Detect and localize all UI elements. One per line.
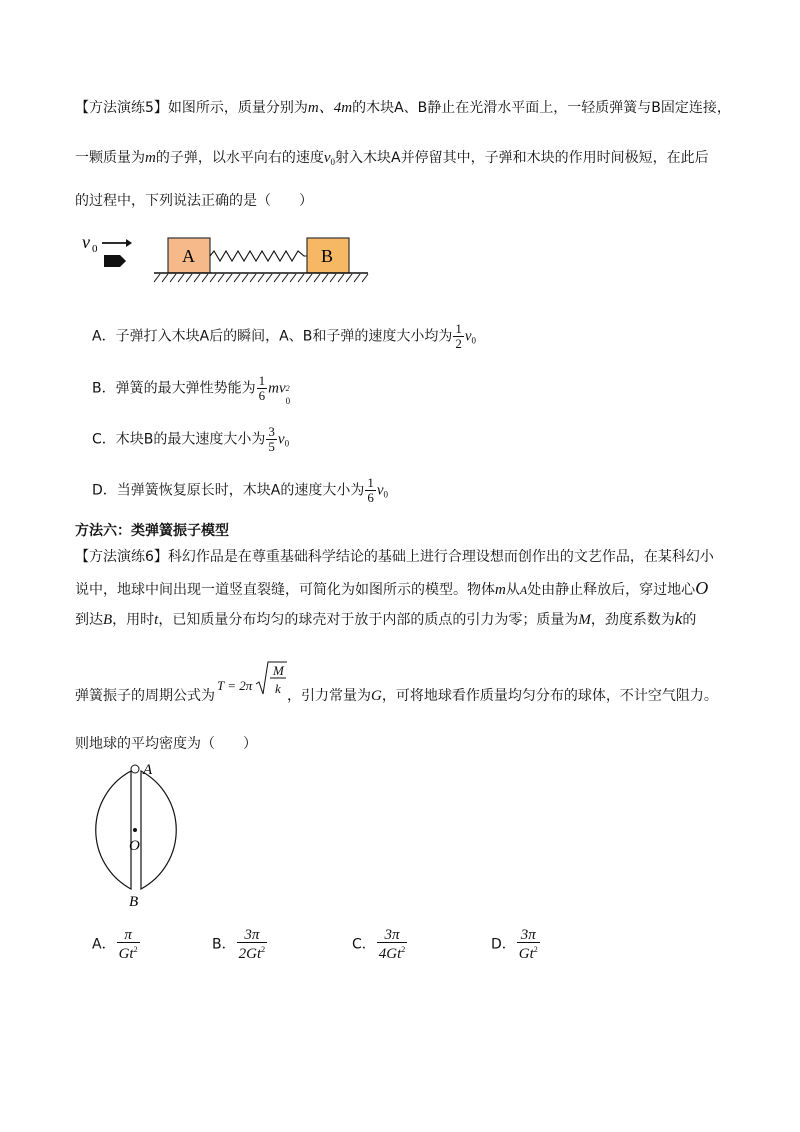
earth-left-half xyxy=(96,771,131,889)
option-text: B．弹簧的最大弹性势能为 xyxy=(92,380,256,397)
fraction-numerator: π xyxy=(117,928,140,943)
q5-line-2 xyxy=(75,148,709,172)
q6-text: 弹簧振子的周期公式为 xyxy=(75,688,215,704)
option-subscript: 0 xyxy=(383,489,389,500)
fraction-denominator: Gt xyxy=(518,946,534,962)
q6-text: ，可将地球看作质量均匀分布的球体，不计空气阻力。 xyxy=(381,688,718,704)
q5-figure xyxy=(78,228,378,294)
fraction-denominator: 2 xyxy=(455,336,462,351)
option-fraction xyxy=(266,425,277,454)
q5-option-c[interactable] xyxy=(92,425,289,454)
q6-option-a[interactable] xyxy=(92,928,141,961)
fraction-denominator: 2Gt xyxy=(238,946,262,962)
q6-gravity-g: G xyxy=(371,688,382,704)
option-subscript: 0 xyxy=(285,395,291,406)
q6-mass-symbol: m xyxy=(495,582,506,598)
q6-mass-m: M xyxy=(578,612,591,628)
fraction-denominator: 6 xyxy=(367,490,374,505)
ground-hatching xyxy=(154,274,368,282)
q6-text: 处由静止释放后，穿过地心 xyxy=(527,582,696,598)
option-text: C．木块B的最大速度大小为 xyxy=(92,431,266,448)
fraction-denominator: 5 xyxy=(268,439,275,454)
fraction-numerator: 3 xyxy=(268,424,275,439)
q6-text: ，引力常量为 xyxy=(287,688,371,704)
figure-label-a: A xyxy=(143,762,153,778)
velocity-arrow-icon xyxy=(102,239,132,247)
block-b-label: B xyxy=(321,246,334,266)
center-point-icon xyxy=(133,828,137,832)
q6-line-2 xyxy=(75,578,708,600)
formula-numerator: M xyxy=(273,663,284,678)
option-variable: v xyxy=(464,328,472,345)
q6-spring-k: k xyxy=(674,609,683,628)
q6-line-4 xyxy=(75,663,718,706)
fraction-numerator: 3π xyxy=(517,928,540,943)
method6-heading: 方法六：类弹簧振子模型 xyxy=(75,523,229,539)
option-label: B． xyxy=(212,936,236,953)
q6-point-b: B xyxy=(103,612,113,628)
fraction-superscript: 2 xyxy=(133,945,138,954)
option-fraction xyxy=(377,928,408,961)
option-fraction xyxy=(517,928,540,961)
block-a-label: A xyxy=(182,246,195,266)
q6-option-d[interactable] xyxy=(491,928,541,961)
q6-time-symbol: t xyxy=(154,612,159,628)
option-fraction xyxy=(257,374,268,403)
q6-option-c[interactable] xyxy=(352,928,408,961)
q5-velocity xyxy=(324,150,335,166)
q5-intro: 【方法演练5】如图所示，质量分别为 xyxy=(75,100,308,116)
option-label: C． xyxy=(352,936,376,953)
fraction-numerator: 3π xyxy=(237,928,268,943)
option-fraction xyxy=(453,322,464,351)
formula-denominator: k xyxy=(275,681,281,696)
option-subscript: 0 xyxy=(471,335,477,346)
bullet-icon xyxy=(104,255,126,267)
option-text: D．当弹簧恢复原长时，木块A的速度大小为 xyxy=(92,482,365,499)
q5-text: 一颗质量为 xyxy=(75,150,145,166)
spring-icon xyxy=(210,251,307,261)
q5-masses: m、4m xyxy=(307,100,353,116)
q6-text: ，用时 xyxy=(112,612,155,628)
fraction-denominator: 6 xyxy=(258,388,266,403)
option-fraction xyxy=(237,928,268,961)
figure-label-o: O xyxy=(129,838,140,854)
option-variable: v xyxy=(376,482,384,499)
q5-text: 的子弹，以水平向右的速度 xyxy=(155,150,324,166)
option-variable: mv xyxy=(268,380,286,397)
q6-line-5: 则地球的平均密度为（ ） xyxy=(75,736,257,752)
fraction-superscript: 2 xyxy=(401,945,406,954)
q6-text: 从 xyxy=(505,582,520,598)
fraction-denominator: Gt xyxy=(118,946,134,962)
option-fraction xyxy=(365,476,376,505)
fraction-numerator: 1 xyxy=(455,321,462,336)
figure-label-b: B xyxy=(129,894,139,910)
fraction-superscript: 2 xyxy=(261,945,266,954)
q6-text: ，已知质量分布均匀的球壳对于放于内部的质点的引力为零；质量为 xyxy=(158,612,579,628)
q6-earth-figure xyxy=(68,760,208,910)
fraction-numerator: 3π xyxy=(377,928,408,943)
fraction-superscript: 2 xyxy=(533,945,538,954)
q5-option-b[interactable] xyxy=(92,373,294,406)
option-subscript: 0 xyxy=(284,438,290,449)
q5-text: 射入木块A并停留其中，子弹和木块的作用时间极短，在此后 xyxy=(335,150,709,166)
fraction-numerator: 1 xyxy=(258,373,266,388)
q6-text: ，劲度系数为 xyxy=(590,612,675,628)
q6-text: 说中，地球中间出现一道竖直裂缝，可简化为如图所示的模型。物体 xyxy=(75,582,495,598)
q6-text: 的 xyxy=(682,612,697,628)
q6-text: 到达 xyxy=(75,612,103,628)
option-text: A．子弹打入木块A后的瞬间，A、B和子弹的速度大小均为 xyxy=(92,328,453,345)
q5-option-d[interactable] xyxy=(92,476,388,505)
option-label: D． xyxy=(491,936,516,953)
figure-velocity-label: v xyxy=(82,232,90,252)
q5-bullet-mass: m xyxy=(145,150,156,166)
q5-option-a[interactable] xyxy=(92,322,476,351)
velocity-subscript: 0 xyxy=(330,157,336,167)
earth-right-half xyxy=(141,771,176,889)
q6-line-3 xyxy=(75,609,696,630)
q5-intro-tail: 的木块A、B静止在光滑水平面上，一轻质弹簧与B固定连接， xyxy=(352,100,731,116)
q6-point-o: O xyxy=(695,578,709,598)
velocity-symbol: v xyxy=(323,150,331,166)
q5-line-1 xyxy=(75,98,731,118)
option-superscript: 2 xyxy=(285,383,290,393)
object-m-icon xyxy=(131,765,139,773)
q6-point-a: A xyxy=(519,583,528,597)
option-label: A． xyxy=(92,936,116,953)
fraction-numerator: 1 xyxy=(367,475,374,490)
formula-lhs: T = 2π xyxy=(217,678,253,693)
fraction-denominator: 4Gt xyxy=(378,946,402,962)
q6-line-1: 【方法演练6】科幻作品是在尊重基础科学结论的基础上进行合理设想而创作出的文艺作品，在某科幻小 xyxy=(75,549,714,565)
q5-line-3: 的过程中，下列说法正确的是（ ） xyxy=(75,193,313,209)
option-variable: v xyxy=(277,431,285,448)
option-fraction xyxy=(117,928,140,961)
q6-option-b[interactable] xyxy=(212,928,268,961)
figure-velocity-sub: 0 xyxy=(92,243,98,255)
period-formula xyxy=(215,663,287,700)
